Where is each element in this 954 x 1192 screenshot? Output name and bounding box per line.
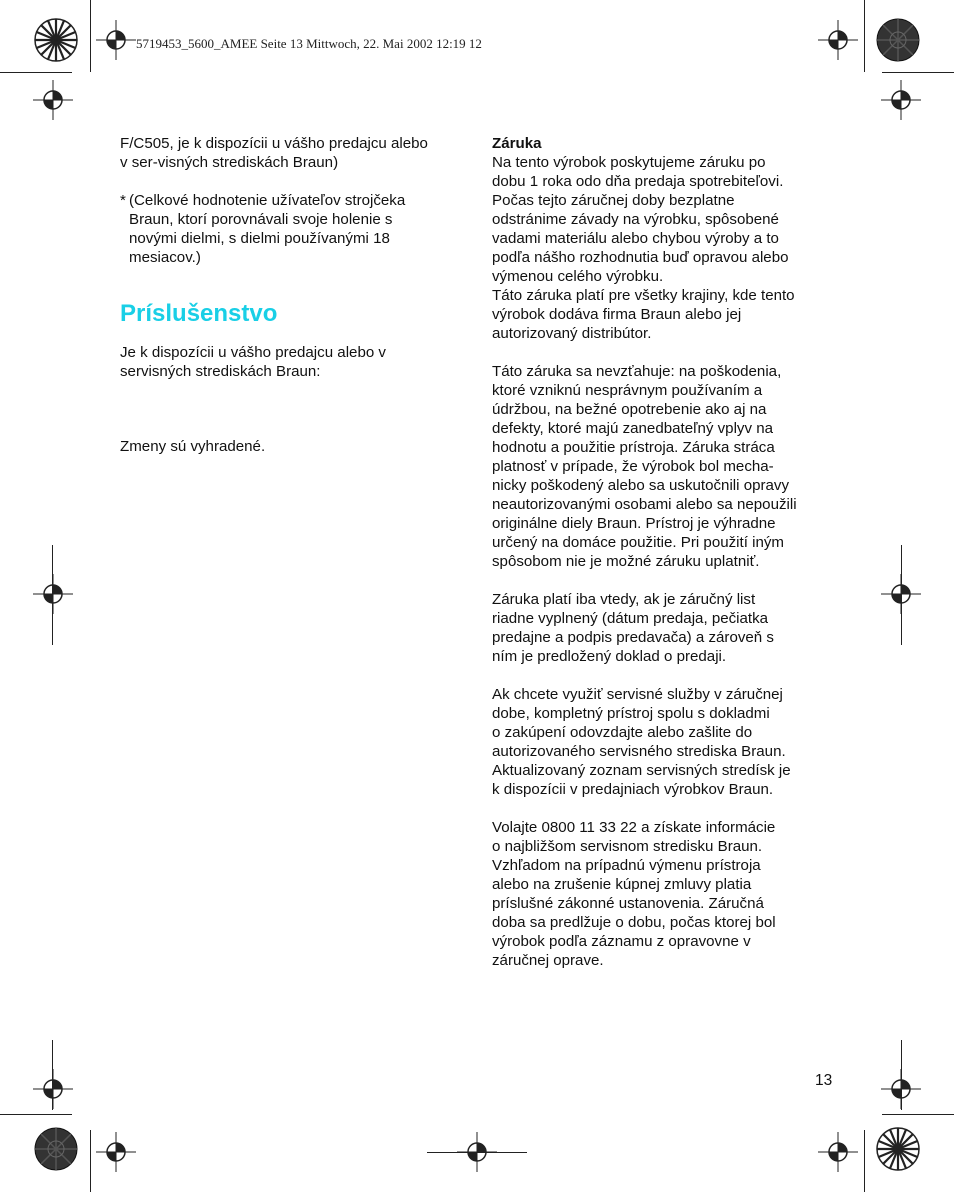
registration-crosshair-icon	[33, 1069, 73, 1109]
warranty-paragraph-3: Záruka platí iba vtedy, ak je záručný list riadne vyplnený (dátum predaja, pečiatka predajne a podpis predavača) a zároveň s ním je predložený doklad o predaji.	[492, 591, 774, 665]
registration-crosshair-icon	[33, 80, 73, 120]
crop-mark	[864, 1130, 865, 1192]
crop-mark	[882, 1114, 954, 1115]
print-slug: 5719453_5600_AMEE Seite 13 Mittwoch, 22. Mai 2002 12:19 12	[136, 36, 482, 51]
left-column	[120, 134, 465, 267]
registration-crosshair-icon	[818, 20, 858, 60]
accessories-text: Je k dispozícii u vášho predajcu alebo v servisných strediskách Braun:	[120, 344, 386, 380]
crop-mark	[882, 72, 954, 73]
accessories-heading: Príslušenstvo	[120, 300, 278, 327]
crop-mark	[0, 72, 72, 73]
registration-crosshair-icon	[33, 574, 73, 614]
right-column	[492, 134, 837, 970]
registration-crosshair-icon	[96, 20, 136, 60]
footnote-marker: *	[120, 192, 126, 209]
footnote	[120, 191, 465, 267]
crop-mark	[90, 0, 91, 72]
crop-mark	[901, 1040, 902, 1110]
registration-crosshair-icon	[818, 1132, 858, 1172]
changes-reserved-text: Zmeny sú vyhradené.	[120, 438, 266, 455]
starburst-target-icon	[34, 1127, 78, 1171]
warranty-paragraph-5: Volajte 0800 11 33 22 a získate informácie o najbližšom servisnom stredisku Braun. Vzhľadom na prípadnú výmenu prístroja alebo na zrušenie kúpnej zmluvy platia príslušné zákonné ustanovenia. Záručná doba sa predlžuje o dobu, počas ktorej bol výrobok podľa záznamu z opravovne v záručnej oprave.	[492, 819, 776, 969]
crop-mark	[864, 0, 865, 72]
warranty-heading: Záruka	[492, 135, 542, 152]
intro-paragraph: F/C505, je k dispozícii u vášho predajcu alebo v ser-visných strediskách Braun)	[120, 135, 428, 171]
footnote-text: (Celkové hodnotenie užívateľov strojčeka Braun, ktorí porovnávali svoje holenie s novými dielmi, s dielmi používanými 18 mesiacov.)	[129, 192, 406, 266]
warranty-paragraph-2: Táto záruka sa nevzťahuje: na poškodenia, ktoré vzniknú nesprávnym používaním a údržbou, na bežné opotrebenie ako aj na defekty, ktoré majú zanedbateľný vplyv na hodnotu a použitie prístroja. Záruka stráca platnosť v prípade, že výrobok bol mecha- nicky poškodený alebo sa uskutočnili opravy neautorizovanými osobami alebo sa nepoužili originálne diely Braun. Prístroj je výhradne určený na domáce použitie. Pri použití iným spôsobom nie je možné záruku uplatniť.	[492, 363, 797, 570]
crop-mark	[52, 1040, 53, 1110]
starburst-target-icon	[876, 1127, 920, 1171]
crop-mark	[427, 1152, 527, 1153]
registration-crosshair-icon	[881, 80, 921, 120]
page-number: 13	[815, 1072, 833, 1089]
starburst-target-icon	[34, 18, 78, 62]
warranty-paragraph-4: Ak chcete využiť servisné služby v záručnej dobe, kompletný prístroj spolu s dokladmi o zakúpení odovzdajte alebo zašlite do autorizovaného servisného strediska Braun. Aktualizovaný zoznam servisných stredísk je k dispozícii v predajniach výrobkov Braun.	[492, 686, 791, 798]
crop-mark	[90, 1130, 91, 1192]
registration-crosshair-icon	[96, 1132, 136, 1172]
crop-mark	[52, 545, 53, 645]
crop-mark	[901, 545, 902, 645]
starburst-target-icon	[876, 18, 920, 62]
warranty-paragraph-1: Na tento výrobok poskytujeme záruku po dobu 1 roka odo dňa predaja spotrebiteľovi. Počas tejto záručnej doby bezplatne odstránime závady na výrobku, spôsobené vadami materiálu alebo chybou výroby a to podľa nášho rozhodnutia buď opravou alebo výmenou celého výrobku. Táto záruka platí pre všetky krajiny, kde tento výrobok dodáva firma Braun alebo jej autorizovaný distribútor.	[492, 154, 795, 342]
crop-mark	[0, 1114, 72, 1115]
